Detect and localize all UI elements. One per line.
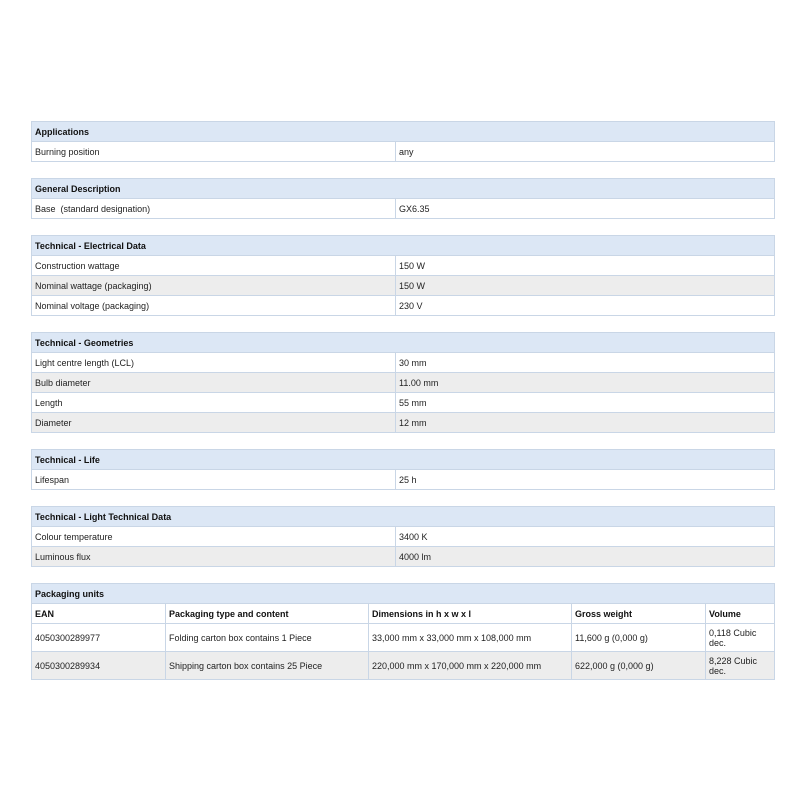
table-row: [32, 142, 775, 162]
row-label: Lifespan: [32, 470, 396, 490]
row-label: Burning position: [32, 142, 396, 162]
row-value: 11.00 mm: [396, 373, 775, 393]
table-row: [32, 199, 775, 219]
column-header-packaging-type: Packaging type and content: [166, 604, 369, 624]
row-label: Diameter: [32, 413, 396, 433]
row-value: 30 mm: [396, 353, 775, 373]
section-light-technical-data: [31, 506, 775, 567]
spacer: [31, 316, 774, 332]
row-label: Light centre length (LCL): [32, 353, 396, 373]
row-value: 4000 lm: [396, 547, 775, 567]
section-applications: [31, 121, 775, 162]
table-row: [32, 373, 775, 393]
row-value: GX6.35: [396, 199, 775, 219]
row-value: any: [396, 142, 775, 162]
row-value: 150 W: [396, 276, 775, 296]
row-label: Bulb diameter: [32, 373, 396, 393]
section-packaging-units: [31, 583, 775, 680]
section-electrical-data: [31, 235, 775, 316]
column-header-gross-weight: Gross weight: [572, 604, 706, 624]
spacer: [31, 162, 774, 178]
cell-volume: 0,118 Cubic dec.: [706, 624, 775, 652]
section-general-description: [31, 178, 775, 219]
table-row: [32, 276, 775, 296]
spacer: [31, 219, 774, 235]
section-life: [31, 449, 775, 490]
table-row: [32, 353, 775, 373]
spacer: [31, 433, 774, 449]
cell-packaging-type: Shipping carton box contains 25 Piece: [166, 652, 369, 680]
cell-dimensions: 33,000 mm x 33,000 mm x 108,000 mm: [369, 624, 572, 652]
row-label: Construction wattage: [32, 256, 396, 276]
table-row: [32, 652, 775, 680]
table-row: [32, 393, 775, 413]
datasheet: [31, 121, 774, 680]
section-title: Technical - Electrical Data: [32, 236, 775, 256]
cell-gross-weight: 11,600 g (0,000 g): [572, 624, 706, 652]
section-title: Technical - Life: [32, 450, 775, 470]
section-geometries: [31, 332, 775, 433]
section-title: Packaging units: [32, 584, 775, 604]
section-title: Applications: [32, 122, 775, 142]
row-value: 25 h: [396, 470, 775, 490]
column-header-volume: Volume: [706, 604, 775, 624]
cell-volume: 8,228 Cubic dec.: [706, 652, 775, 680]
row-label: Base (standard designation): [32, 199, 396, 219]
cell-ean: 4050300289977: [32, 624, 166, 652]
row-value: 12 mm: [396, 413, 775, 433]
column-header-ean: EAN: [32, 604, 166, 624]
cell-ean: 4050300289934: [32, 652, 166, 680]
row-value: 3400 K: [396, 527, 775, 547]
cell-dimensions: 220,000 mm x 170,000 mm x 220,000 mm: [369, 652, 572, 680]
row-value: 230 V: [396, 296, 775, 316]
column-header-dimensions: Dimensions in h x w x l: [369, 604, 572, 624]
row-label: Length: [32, 393, 396, 413]
table-row: [32, 624, 775, 652]
table-row: [32, 413, 775, 433]
table-row: [32, 527, 775, 547]
spacer: [31, 490, 774, 506]
section-title: Technical - Light Technical Data: [32, 507, 775, 527]
table-row: [32, 256, 775, 276]
row-label: Nominal voltage (packaging): [32, 296, 396, 316]
row-label: Luminous flux: [32, 547, 396, 567]
row-label: Nominal wattage (packaging): [32, 276, 396, 296]
spacer: [31, 567, 774, 583]
section-title: General Description: [32, 179, 775, 199]
table-row: [32, 296, 775, 316]
section-title: Technical - Geometries: [32, 333, 775, 353]
row-label: Colour temperature: [32, 527, 396, 547]
table-row: [32, 547, 775, 567]
row-value: 55 mm: [396, 393, 775, 413]
table-header-row: [32, 604, 775, 624]
table-row: [32, 470, 775, 490]
cell-packaging-type: Folding carton box contains 1 Piece: [166, 624, 369, 652]
row-value: 150 W: [396, 256, 775, 276]
cell-gross-weight: 622,000 g (0,000 g): [572, 652, 706, 680]
